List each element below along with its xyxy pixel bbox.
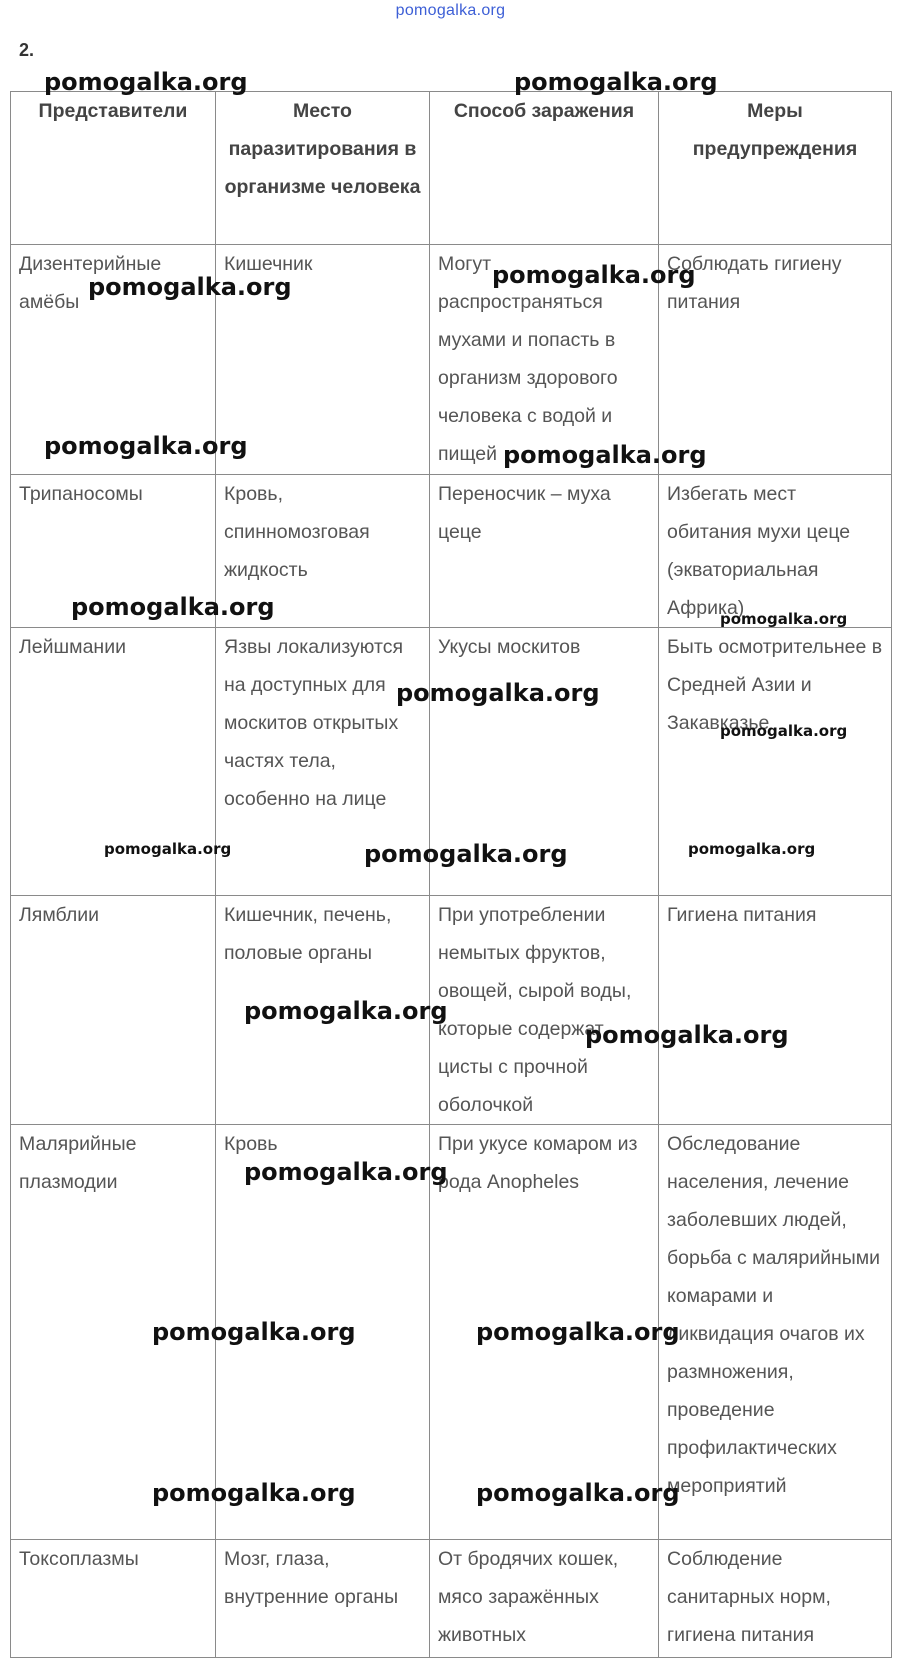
table-cell: Мозг, глаза, внутренние органы [216, 1540, 430, 1658]
watermark: pomogalka.org [152, 1318, 356, 1346]
watermark: pomogalka.org [476, 1479, 680, 1507]
column-header-prevention: Меры предупреждения [659, 92, 892, 245]
watermark: pomogalka.org [585, 1021, 789, 1049]
column-header-location: Место паразитирования в организме человека [216, 92, 430, 245]
table-header-row [11, 92, 892, 245]
watermark: pomogalka.org [720, 610, 848, 628]
watermark: pomogalka.org [44, 68, 248, 96]
table-cell: Токсоплазмы [11, 1540, 216, 1658]
table-cell: Дизентерийные амёбы [11, 245, 216, 475]
table-row [11, 896, 892, 1125]
watermark: pomogalka.org [720, 722, 848, 740]
column-header-representatives: Представители [11, 92, 216, 245]
watermark: pomogalka.org [44, 432, 248, 460]
table-cell: Кровь, спинномозговая жидкость [216, 475, 430, 628]
watermark: pomogalka.org [71, 593, 275, 621]
watermark: pomogalka.org [88, 273, 292, 301]
table-cell: При укусе комаром из рода Anopheles [430, 1125, 659, 1540]
table-row [11, 1540, 892, 1658]
table-cell: Переносчик – муха цеце [430, 475, 659, 628]
table-cell: Избегать мест обитания мухи цеце (экваториальная Африка) [659, 475, 892, 628]
table-row [11, 1125, 892, 1540]
watermark: pomogalka.org [476, 1318, 680, 1346]
table-cell: Лямблии [11, 896, 216, 1125]
watermark: pomogalka.org [688, 840, 816, 858]
table-cell: Кровь [216, 1125, 430, 1540]
table-cell: Кишечник, печень, половые органы [216, 896, 430, 1125]
parasites-table [10, 91, 892, 1658]
watermark: pomogalka.org [492, 261, 696, 289]
watermark: pomogalka.org [364, 840, 568, 868]
watermark: pomogalka.org [152, 1479, 356, 1507]
table-cell: Трипаносомы [11, 475, 216, 628]
watermark: pomogalka.org [396, 679, 600, 707]
table-cell: Соблюдать гигиену питания [659, 245, 892, 475]
table-cell: Обследование населения, лечение заболевших людей, борьба с малярийными комарами и ликвидация очагов их размножения, проведение профилактических мероприятий [659, 1125, 892, 1540]
table-cell: Быть осмотрительнее в Средней Азии и Закавказье [659, 628, 892, 896]
table-cell: Кишечник [216, 245, 430, 475]
watermark: pomogalka.org [244, 1158, 448, 1186]
table-cell: Малярийные плазмодии [11, 1125, 216, 1540]
table-cell: При употреблении немытых фруктов, овощей, сырой воды, которые содержат цисты с прочной оболочкой [430, 896, 659, 1125]
column-header-infection-method: Способ заражения [430, 92, 659, 245]
watermark: pomogalka.org [514, 68, 718, 96]
watermark: pomogalka.org [503, 441, 707, 469]
task-number: 2. [19, 40, 35, 60]
table-cell: Укусы москитов [430, 628, 659, 896]
watermark: pomogalka.org [244, 997, 448, 1025]
watermark: pomogalka.org [104, 840, 232, 858]
site-link[interactable]: pomogalka.org [395, 2, 506, 19]
table-cell: Соблюдение санитарных норм, гигиена питания [659, 1540, 892, 1658]
table-cell: Могут распространяться мухами и попасть в организм здорового человека с водой и пищей [430, 245, 659, 475]
table-cell: Язвы локализуются на доступных для москитов открытых частях тела, особенно на лице [216, 628, 430, 896]
table-cell: От бродячих кошек, мясо заражённых животных [430, 1540, 659, 1658]
table-cell: Гигиена питания [659, 896, 892, 1125]
table-cell: Лейшмании [11, 628, 216, 896]
